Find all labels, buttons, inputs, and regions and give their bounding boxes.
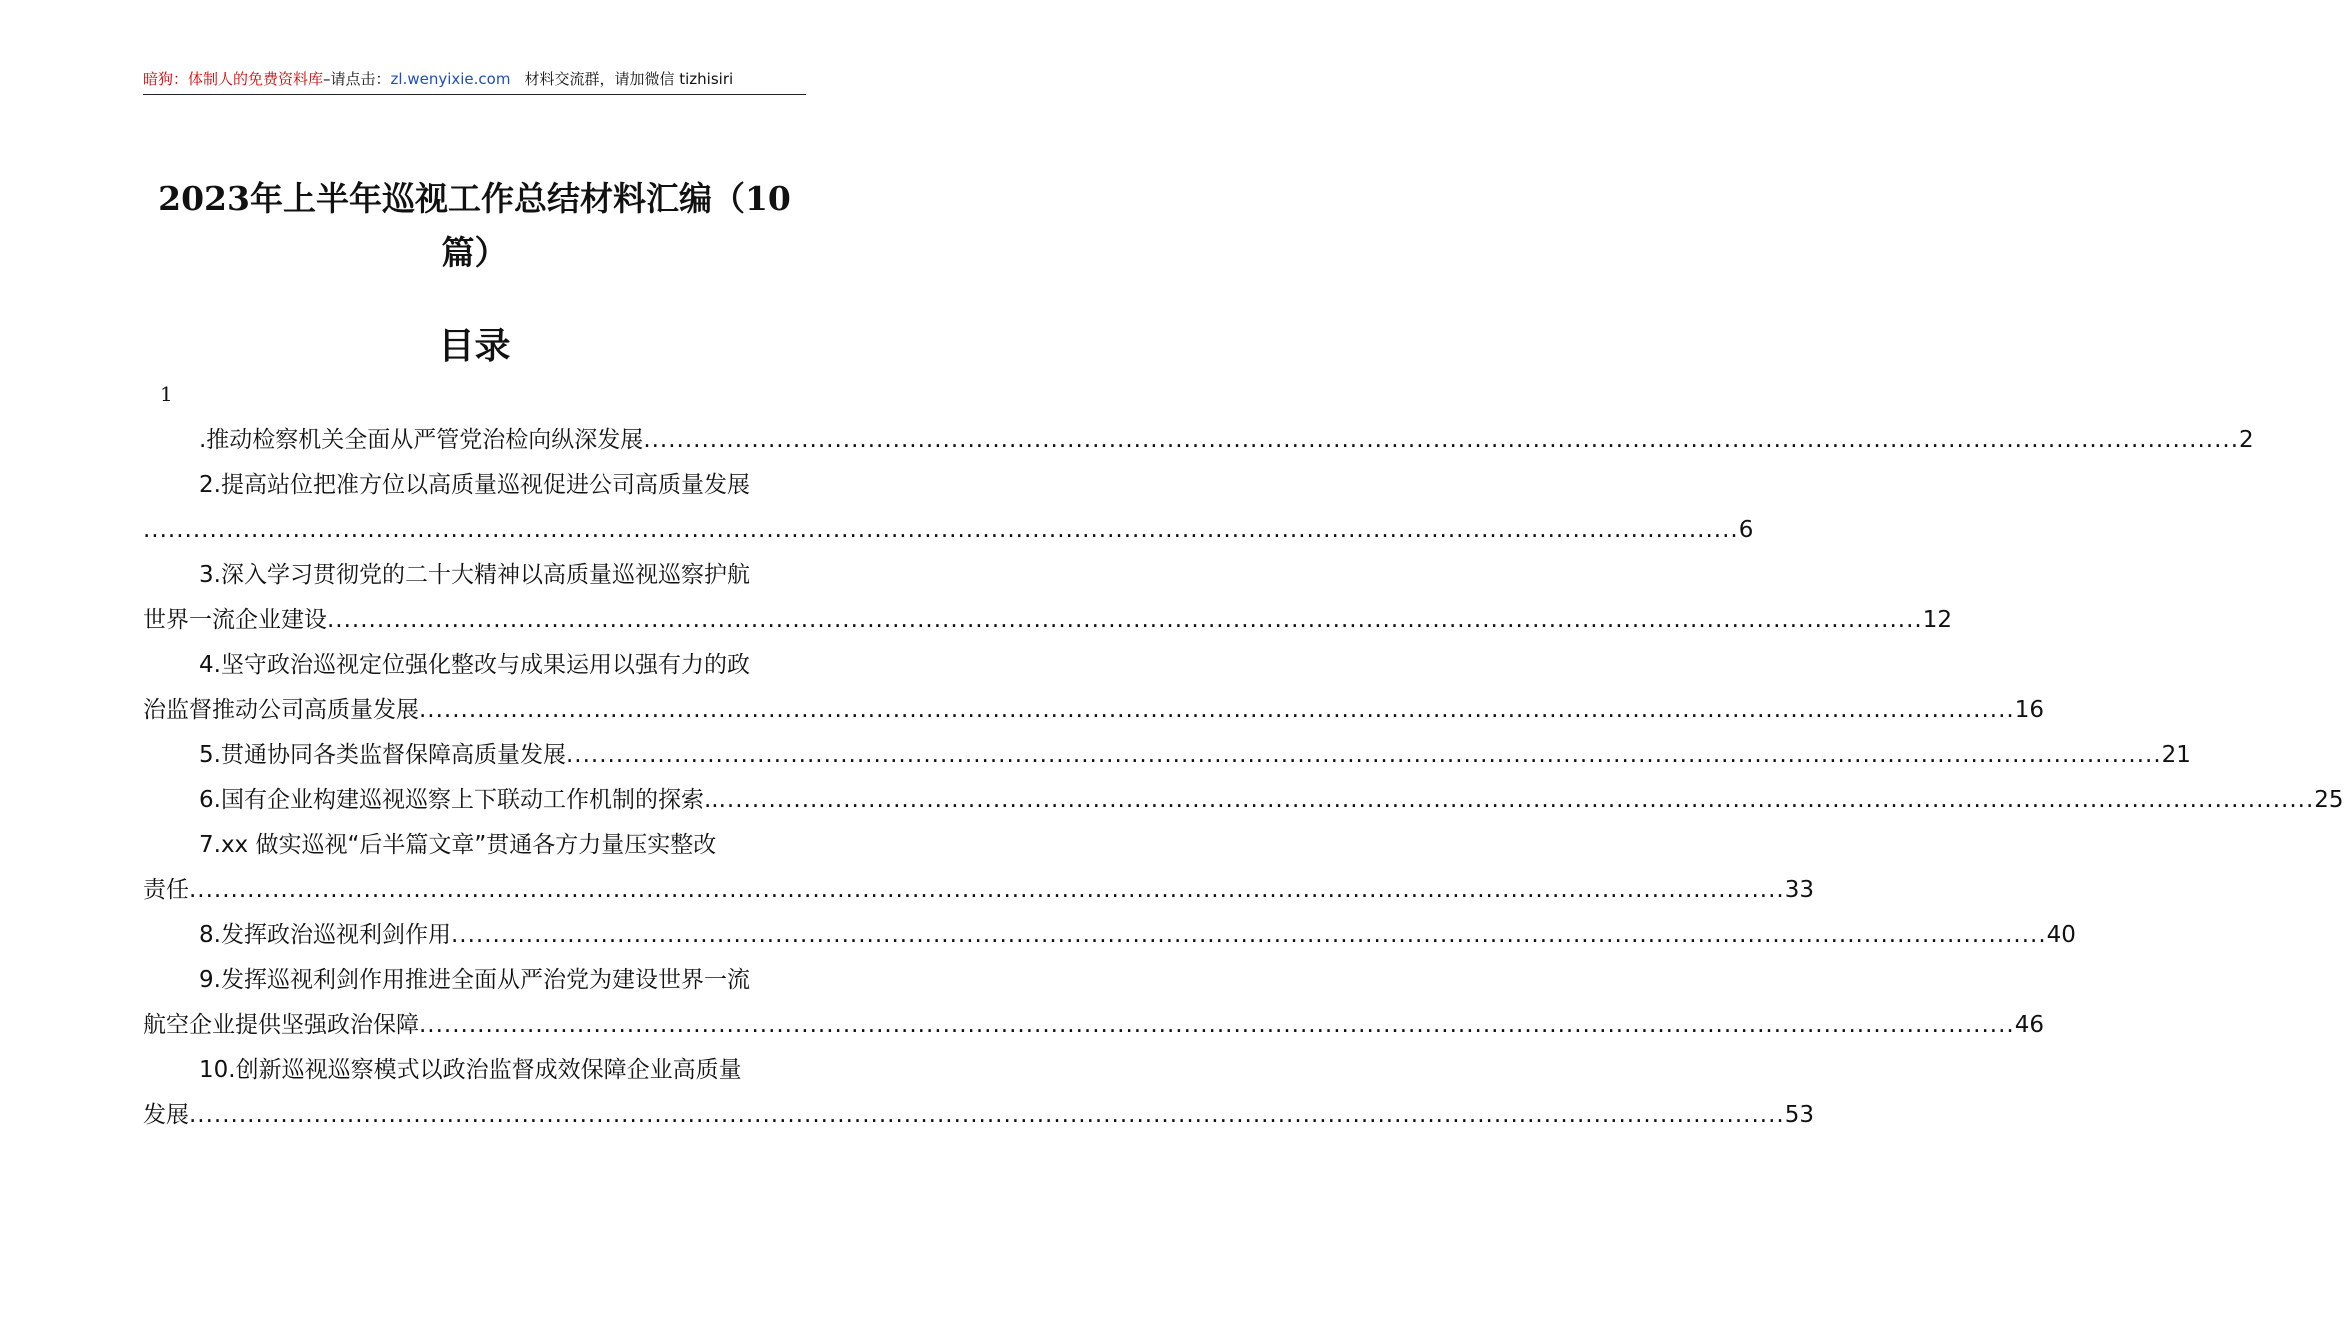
toc-entry-title-cont: 发展 [143,1102,189,1128]
toc-entry-continuation[interactable] [143,868,1814,913]
toc-page-number: 25 [2314,787,2344,813]
toc-entry-title: 10.创新巡视巡察模式以政治监督成效保障企业高质量 [199,1057,742,1083]
toc-entry-continuation[interactable] [143,1093,1814,1138]
toc-entry-continuation[interactable] [143,688,2044,733]
toc-entry[interactable] [143,418,2254,463]
toc-entry[interactable] [143,958,806,1003]
toc-entry-title: 3.深入学习贯彻党的二十大精神以高质量巡视巡察护航 [199,562,750,588]
toc-entry-title: 5.贯通协同各类监督保障高质量发展 [199,742,566,768]
toc-entry-title-cont: 世界一流企业建设 [143,607,327,633]
toc-leader [143,508,1739,553]
toc-stray-number: 1 [160,382,173,406]
toc-entry[interactable] [143,643,806,688]
toc-entry-continuation[interactable] [143,1003,2044,1048]
toc-entry-title: 2.提高站位把准方位以高质量巡视促进公司高质量发展 [199,472,750,498]
toc-entry-title: 9.发挥巡视利剑作用推进全面从严治党为建设世界一流 [199,967,750,993]
toc-entry[interactable] [143,778,2344,823]
toc-leader [419,1003,2015,1048]
toc-entry-title: 6.国有企业构建巡视巡察上下联动工作机制的探索.. [199,787,719,813]
toc-leader [189,1093,1785,1138]
header-url-link[interactable]: zl.wenyixie.com [390,70,511,88]
toc-leader [419,688,2015,733]
toc-entry[interactable] [143,913,2076,958]
toc-page-number: 40 [2046,922,2076,948]
toc-entry-title: 4.坚守政治巡视定位强化整改与成果运用以强有力的政 [199,652,750,678]
toc-entry-continuation[interactable] [143,598,1952,643]
toc-entry-continuation[interactable] [143,508,1754,553]
header-brand: 暗狗：体制人的免费资料库 [143,70,324,88]
toc-leader [719,778,2315,823]
document-title [143,172,806,280]
toc-entry-title-cont: 责任 [143,877,189,903]
toc-entry[interactable] [143,733,2191,778]
toc-page-number: 2 [2239,427,2254,453]
header-prompt: –请点击： [323,70,391,88]
toc-entry-title-cont: 航空企业提供坚强政治保障 [143,1012,419,1038]
toc-entry[interactable] [143,823,806,868]
toc-entry[interactable] [143,1048,806,1093]
table-of-contents [143,418,2344,1138]
toc-page-number: 16 [2014,697,2044,723]
title-line-2: 篇） [441,233,508,272]
toc-page-number: 46 [2014,1012,2044,1038]
page-header [143,66,806,95]
toc-page-number: 21 [2161,742,2191,768]
toc-leader [189,868,1785,913]
toc-entry[interactable] [143,463,806,508]
toc-leader [451,913,2047,958]
toc-heading: 目录 [438,325,511,367]
toc-leader [566,733,2162,778]
toc-entry-title: .推动检察机关全面从严管党治检向纵深发展 [199,427,644,453]
toc-entry-title: 7.xx 做实巡视“后半篇文章”贯通各方力量压实整改 [199,832,717,858]
toc-leader [643,418,2239,463]
toc-page-number: 53 [1784,1102,1814,1128]
header-note: 材料交流群，请加微信 tizhisiri [524,70,734,88]
toc-page-number: 6 [1738,517,1754,543]
toc-leader [327,598,1923,643]
toc-entry-title-cont: 治监督推动公司高质量发展 [143,697,419,723]
toc-page-number: 33 [1784,877,1814,903]
title-line-1: 2023年上半年巡视工作总结材料汇编（10 [158,179,791,218]
toc-page-number: 12 [1922,607,1952,633]
toc-entry-title: 8.发挥政治巡视利剑作用 [199,922,451,948]
toc-entry[interactable] [143,553,806,598]
